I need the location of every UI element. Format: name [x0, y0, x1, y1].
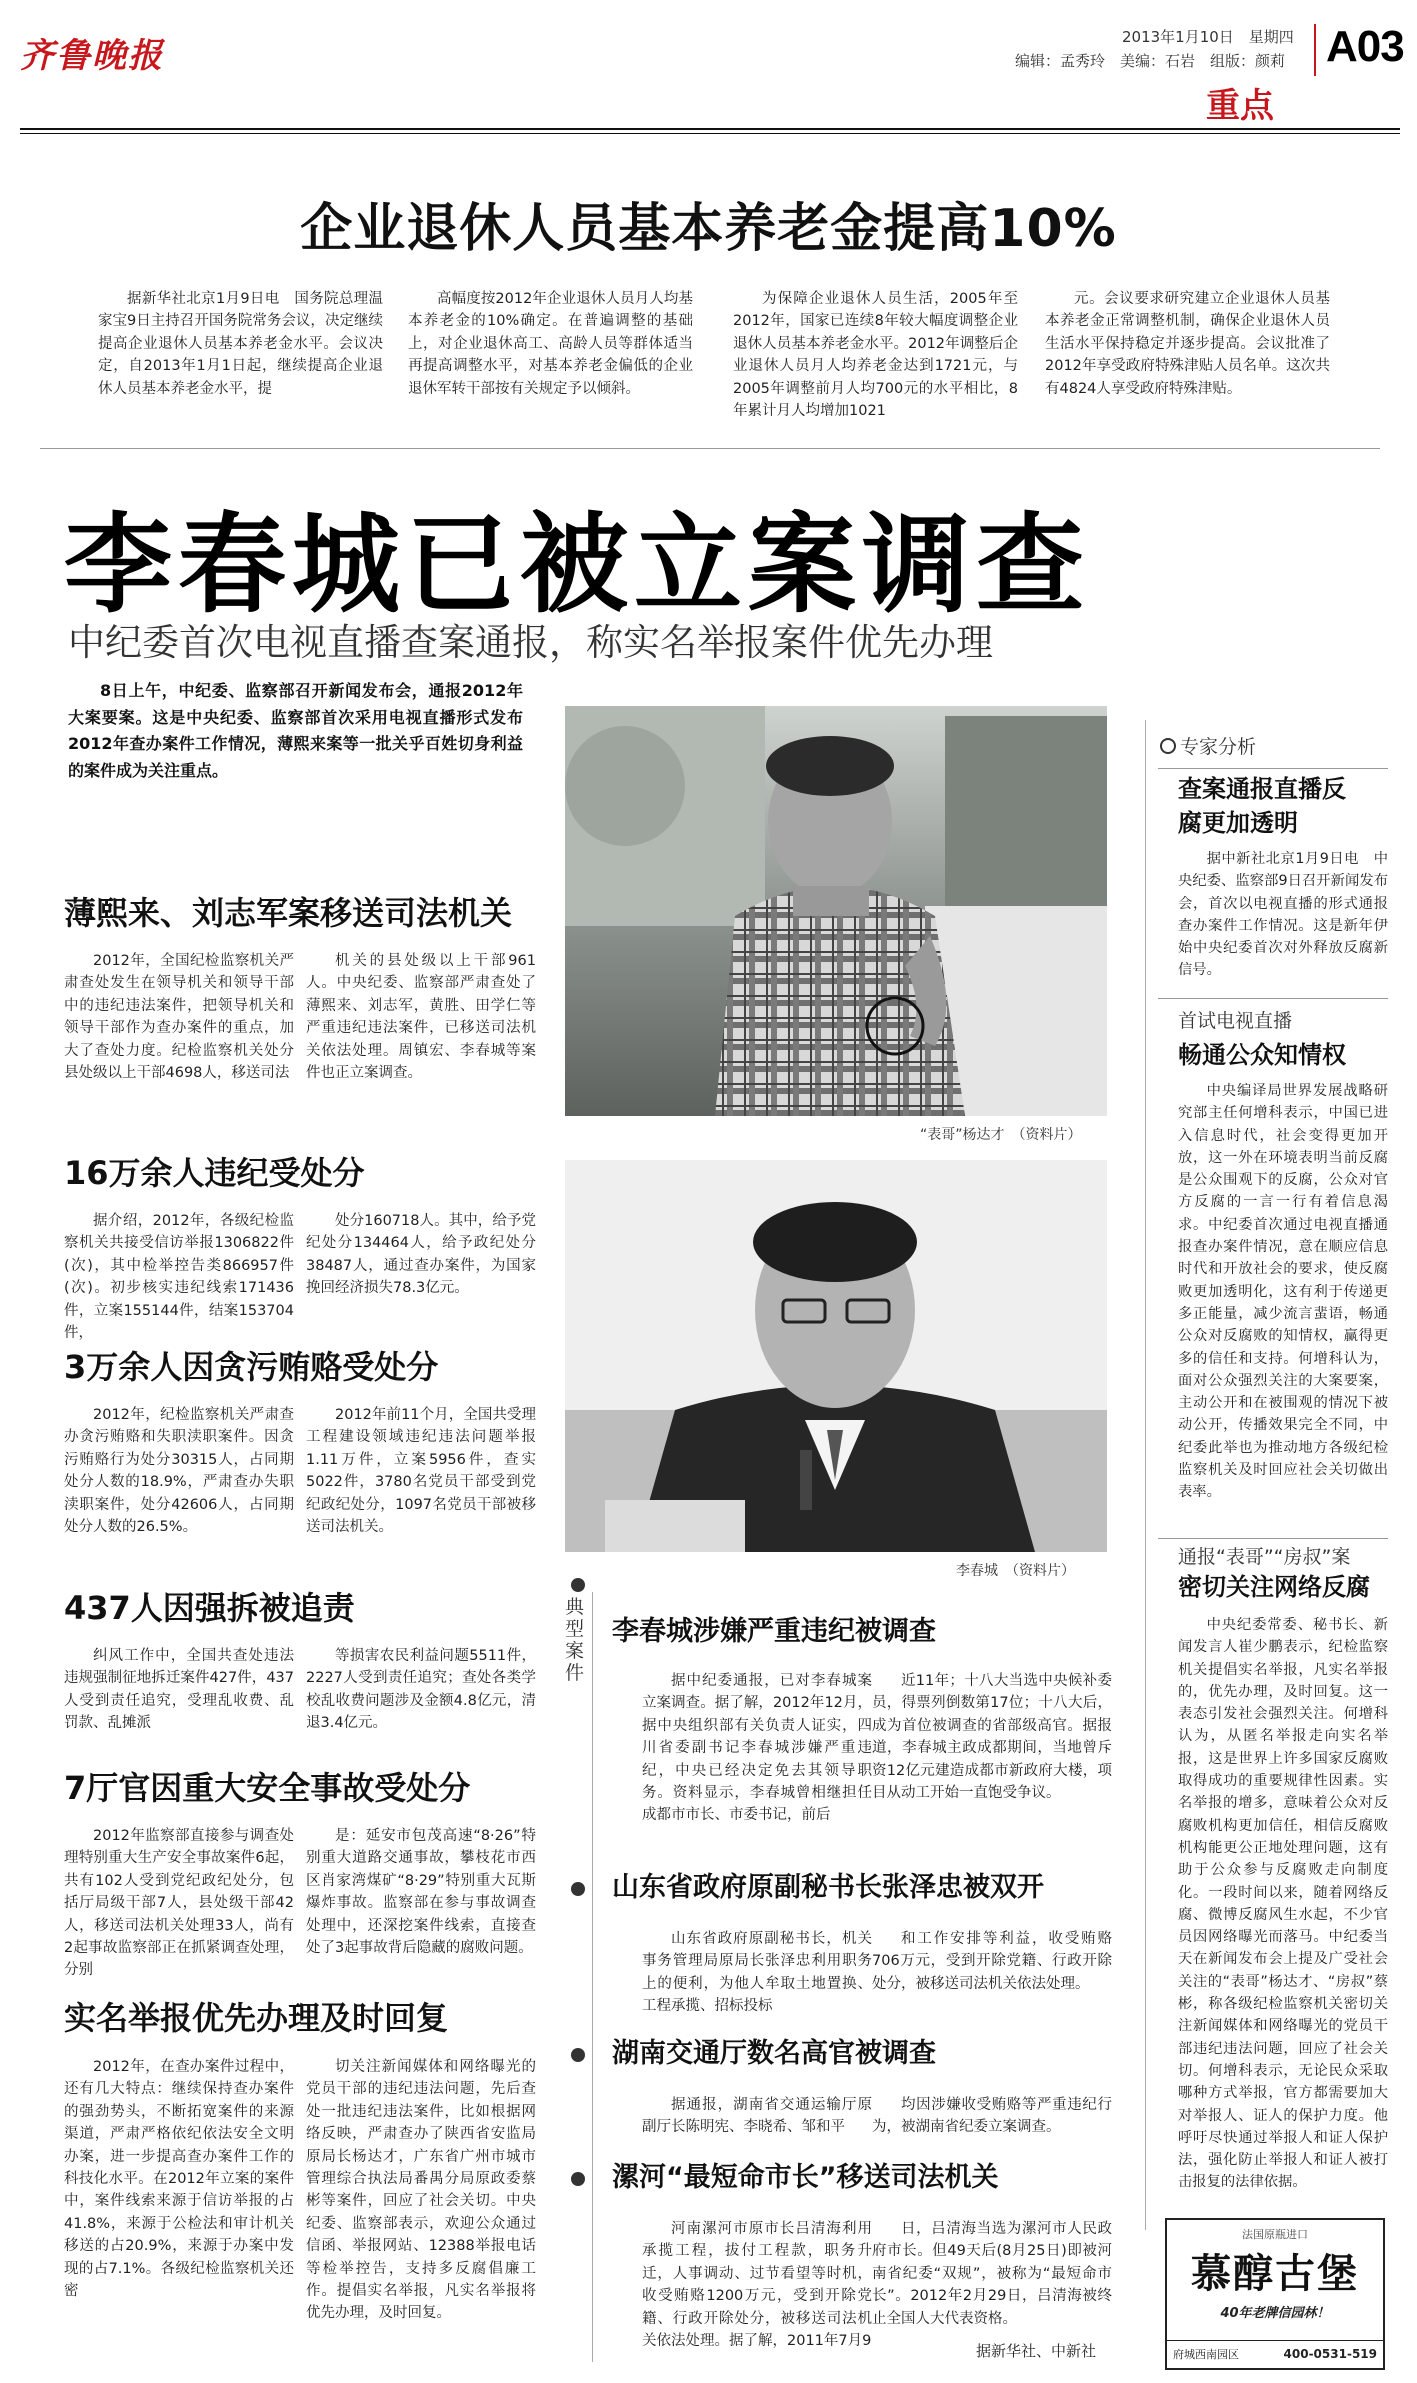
pension-column-3: 为保障企业退休人员生活，2005年至2012年，国家已连续8年较大幅度调整企业退休人员基本养老金水平。2012年调整后企业退休人员月人均养老金达到1721元，与2005年调整前月人均700元的水平相比，8年累计月人均增加1021 — [733, 291, 1018, 420]
section-heading-30k: 3万余人因贪污贿赂受处分 — [64, 1348, 439, 1386]
pension-column-4: 元。会议要求研究建立企业退休人员基本养老金正常调整机制，确保企业退休人员生活水平保持稳定并逐步提高。会议批准了2012年享受政府特殊津贴人员名单。这次共有4824人享受政府特殊津贴。 — [1045, 291, 1330, 397]
header-rule — [20, 128, 1400, 130]
section-label: 重点 — [1206, 86, 1274, 126]
ad-top-text: 法国原瓶进口 — [1242, 2228, 1308, 2241]
case-3-column-1: 据通报，湖南省交通运输厅原副厅长陈明宪、李晓希、邹和平 — [642, 2097, 872, 2136]
case-heading-hunan: 湖南交通厅数名高官被调查 — [612, 2038, 936, 2069]
photo-yang-dacai-illustration — [565, 706, 1107, 1116]
case-1-column-2: 近11年；十八大当选中央候补委员，得票列倒数第17位；十八大后，成为首位被调查的省部级高官。据报道，李春城主政成都期间，当地曾斥资12亿元建造成都市新政府大楼，项目从动工开始一直饱受争议。 — [872, 1673, 1112, 1802]
case-1-column-1: 据中纪委通报，已对李春城案立案调查。据了解，2012年12月，据中央组织部有关负责人证实，四川省委副书记李春城涉嫌严重违纪，中央已经决定免去其领导职务。资料显示，李春城曾相继担任成都市市长、市委书记，前后 — [642, 1673, 872, 1824]
photo-caption-yang: “表哥”杨达才 （资料片） — [920, 1127, 1082, 1143]
section-heading-160k: 16万余人违纪受处分 — [64, 1154, 365, 1192]
expert-intro: 据中新社北京1月9日电 中央纪委、监察部9日召开新闻发布会，首次以电视直播的形式通报查办案件工作情况。这是新年伊始中央纪委首次对外释放反腐新信号。 — [1178, 851, 1388, 979]
expert-sub2-text: 中央纪委常委、秘书长、新闻发言人崔少鹏表示，纪检监察机关提倡实名举报，凡实名举报的，优先办理，及时回复。这一表态引发社会强烈关注。何增科认为，从匿名举报走向实名举报，这是世界上许多国家反腐败取得成功的重要规律性因素。实名举报的增多，意味着公众对反腐败机构更加信任，相信反腐败机构能更公正地处理问题，这有助于公众参与反腐败走向制度化。一段时间以来，随着网络反腐、微博反腐风生水起，不少官员因网络曝光而落马。中纪委当天在新闻发布会上提及广受社会关注的“表哥”杨达才、“房叔”蔡彬，称各级纪检监察机关密切关注新闻媒体和网络曝光的党员干部违纪违法问题，回应了社会关切。何增科表示，无论民众采取哪种方式举报，官方都需要加大对举报人、证人的保护力度。他呼吁尽快通过举报人和证人保护法，强化防止举报人和证人被打击报复的法律依据。 — [1178, 1617, 1388, 2191]
case-source: 据新华社、中新社 — [976, 2342, 1097, 2360]
section-3-column-1: 2012年，纪检监察机关严肃查办贪污贿赂和失职渎职案件。因贪污贿赂行为处分30315人，占同期处分人数的18.9%，严肃查办失职渎职案件，处分42606人，占同期处分人数的26.5%。 — [64, 1407, 294, 1536]
issue-date: 2013年1月10日 星期四 — [1122, 28, 1294, 46]
typical-cases-label: 典型案件 — [565, 1596, 585, 1684]
ad-brand: 慕醇古堡 — [1191, 2250, 1359, 2297]
case-heading-li-chuncheng: 李春城涉嫌严重违纪被调查 — [612, 1616, 936, 1647]
expert-sub2-kicker: 通报“表哥”“房叔”案 — [1178, 1546, 1351, 1568]
ad-slogan: 40年老牌信园林！ — [1220, 2306, 1330, 2321]
pension-headline: 企业退休人员基本养老金提高10% — [300, 199, 1117, 259]
section-1-column-2: 机关的县处级以上干部961人。中央纪委、监察部严肃查处了薄熙来、刘志军，黄胜、田学仁等严重违纪违法案件，已移送司法机关依法处理。周镇宏、李春城等案件也正立案调查。 — [306, 953, 536, 1082]
photo-li-chuncheng-illustration — [565, 1160, 1107, 1552]
section-4-column-1: 纠风工作中，全国共查处违法违规强制征地拆迁案件427件，437人受到责任追究，受理乱收费、乱罚款、乱摊派 — [64, 1648, 294, 1732]
case-4-column-2: 日，吕清海当选为漯河市人民政府市长。但49天后(8月25日)即被河南省纪委“双规”，被称为“最短命市长”。2012年2月29日，吕清海被终止全国人大代表资格。 — [872, 2221, 1112, 2327]
expert-sub2-rule — [1158, 1538, 1388, 1539]
ad-address: 府城西南园区 — [1173, 2348, 1239, 2361]
section-4-column-2: 等损害农民利益问题5511件，2227人受到责任追究；查处各类学校乱收费问题涉及金额4.8亿元，清退3.4亿元。 — [306, 1648, 536, 1732]
pension-column-2: 高幅度按2012年企业退休人员月人均基本养老金的10%确定。在普遍调整的基础上，对企业退休高工、高龄人员等群体适当再提高调整水平，对基本养老金偏低的企业退休军转干部按有关规定予以倾斜。 — [408, 291, 693, 397]
section-5-column-2: 是：延安市包茂高速“8·26”特别重大道路交通事故，攀枝花市西区肖家湾煤矿“8·29”特别重大瓦斯爆炸事故。监察部在参与事故调查处理中，还深挖案件线索，直接查处了3起事故背后隐藏的腐败问题。 — [306, 1828, 536, 1957]
header-divider — [1314, 24, 1316, 76]
expert-sub1-headline: 畅通公众知情权 — [1178, 1041, 1346, 1069]
typical-cases-bullet-icon — [571, 1578, 585, 1592]
case-4-column-1: 河南漯河市原市长吕清海利用承揽工程，拔付工程款，职务升迁，人事调动、过节看望等时机，收受贿赂1200万元，受到开除党籍、行政开除处分，被移送司法机关依法处理。据了解，2011年7月9 — [642, 2221, 872, 2350]
section-2-column-2: 处分160718人。其中，给予党纪处分134464人，给予政纪处分38487人，通过查办案件，为国家挽回经济损失78.3亿元。 — [306, 1213, 536, 1297]
photo-li-chuncheng — [565, 1160, 1107, 1552]
kicker-bullet-icon — [1160, 738, 1176, 754]
header-rule-thin — [20, 133, 1400, 134]
expert-headline: 查案通报直播反腐更加透明 — [1178, 775, 1346, 837]
ad-contact-bar — [1167, 2340, 1383, 2368]
section-heading-7-officials: 7厅官因重大安全事故受处分 — [64, 1769, 471, 1807]
article-separator — [40, 448, 1380, 449]
section-heading-437: 437人因强拆被追责 — [64, 1589, 355, 1627]
section-5-column-1: 2012年监察部直接参与调查处理特别重大生产安全事故案件6起，共有102人受到党纪政纪处分，包括厅局级干部7人，县处级干部42人，移送司法机关处理33人，尚有2起事故监察部正在抓紧调查处理，分别 — [64, 1828, 294, 1979]
pension-column-1: 据新华社北京1月9日电 国务院总理温家宝9日主持召开国务院常务会议，决定继续提高企业退休人员基本养老金水平。会议决定，自2013年1月1日起，继续提高企业退休人员基本养老金水平，提 — [98, 291, 383, 397]
masthead-logo: 齐鲁晚报 — [20, 36, 164, 76]
lead-paragraph: 8日上午，中纪委、监察部召开新闻发布会，通报2012年大案要案。这是中央纪委、监察部首次采用电视直播形式发布2012年查办案件工作情况，薄熙来案等一批关乎百姓切身利益的案件成为关注重点。 — [68, 681, 523, 780]
main-headline: 李春城已被立案调查 — [64, 503, 1091, 628]
section-heading-real-name: 实名举报优先办理及时回复 — [64, 1999, 449, 2037]
case-2-column-1: 山东省政府原副秘书长，机关事务管理局原局长张泽忠利用职务上的便利，为他人牟取土地置换、工程承揽、招标投标 — [642, 1931, 872, 2015]
expert-sub1-kicker: 首试电视直播 — [1178, 1010, 1293, 1032]
case-2-column-2: 和工作安排等利益，收受贿赂706万元，受到开除党籍、行政开除处分，被移送司法机关依法处理。 — [872, 1931, 1112, 1992]
editor-credits: 编辑：孟秀玲 美编：石岩 组版：颜莉 — [1015, 52, 1286, 70]
photo-caption-li: 李春城 （资料片） — [956, 1563, 1075, 1579]
case-3-bullet-icon — [571, 2048, 585, 2062]
case-heading-luohe: 漯河“最短命市长”移送司法机关 — [612, 2162, 999, 2193]
expert-sub2-headline: 密切关注网络反腐 — [1178, 1573, 1370, 1601]
main-subheadline: 中纪委首次电视直播查案通报，称实名举报案件优先办理 — [68, 621, 993, 664]
ad-phone: 400-0531-519 — [1283, 2347, 1377, 2361]
expert-sub1-rule — [1158, 998, 1388, 999]
section-heading-bo-liu: 薄熙来、刘志军案移送司法机关 — [64, 894, 513, 932]
section-6-column-1: 2012年，在查办案件过程中，还有几大特点：继续保持查办案件的强劲势头，不断拓宽案件的来源渠道，严肃严格依纪依法安全文明办案，进一步提高查办案件工作的科技化水平。在2012年立案的案件中，案件线索来源于信访举报的占41.8%，来源于公检法和审计机关移送的占20.9%，来源于办案中发现的占7.1%。各级纪检监察机关还密 — [64, 2059, 294, 2300]
case-heading-zhang-zezhong: 山东省政府原副秘书长张泽忠被双开 — [612, 1872, 1044, 1903]
photo-yang-dacai — [565, 706, 1107, 1116]
section-6-column-2: 切关注新闻媒体和网络曝光的党员干部的违纪违法问题，先后查处一批违纪违法案件，比如根据网络反映，严肃查办了陕西省安监局原局长杨达才，广东省广州市城市管理综合执法局番禺分局原政委蔡彬等案件，回应了社会关切。中央纪委、监察部表示，欢迎公众通过信函、举报网站、12388举报电话等检举控告，支持多反腐倡廉工作。提倡实名举报，凡实名举报将优先办理，及时回复。 — [306, 2059, 536, 2322]
expert-rule — [1158, 768, 1388, 769]
case-2-bullet-icon — [571, 1882, 585, 1896]
section-3-column-2: 2012年前11个月，全国共受理工程建设领域违纪违法问题举报1.11万件，立案5956件，查实5022件，3780名党员干部受到党纪政纪处分，1097名党员干部被移送司法机关。 — [306, 1407, 536, 1536]
case-4-bullet-icon — [571, 2172, 585, 2186]
page-number: A03 — [1326, 22, 1404, 71]
section-2-column-1: 据介绍，2012年，各级纪检监察机关共接受信访举报1306822件(次)，其中检举控告类866957件(次)。初步核实违纪线索171436件，立案155144件，结案153704件， — [64, 1213, 294, 1342]
typical-cases-divider — [592, 1592, 593, 2362]
case-3-column-2: 均因涉嫌收受贿赂等严重违纪行为，被湖南省纪委立案调查。 — [872, 2097, 1112, 2136]
expert-kicker: 专家分析 — [1180, 736, 1257, 758]
wine-advertisement[interactable] — [1165, 2218, 1385, 2370]
column-divider-right — [1145, 720, 1146, 2230]
expert-sub1-text: 中央编译局世界发展战略研究部主任何增科表示，中国已进入信息时代，社会变得更加开放，这一外在环境表明当前反腐是公众围观下的反腐，公众对官方反腐的一言一行有着信息渴求。中纪委首次通过电视直播通报查办案件情况，意在顺应信息时代和开放社会的要求，使反腐败更加透明化，这有利于传递更多正能量，减少流言蜚语，畅通公众对反腐败的知情权，赢得更多的信任和支持。何增科认为，面对公众强烈关注的大案要案，主动公开和在被围观的情况下被动公开，传播效果完全不同，中纪委此举也为推动地方各级纪检监察机关及时回应社会关切做出表率。 — [1178, 1083, 1388, 1501]
section-1-column-1: 2012年，全国纪检监察机关严肃查处发生在领导机关和领导干部中的违纪违法案件，把领导机关和领导干部作为查办案件的重点，加大了查处力度。纪检监察机关处分县处级以上干部4698人，移送司法 — [64, 953, 294, 1082]
